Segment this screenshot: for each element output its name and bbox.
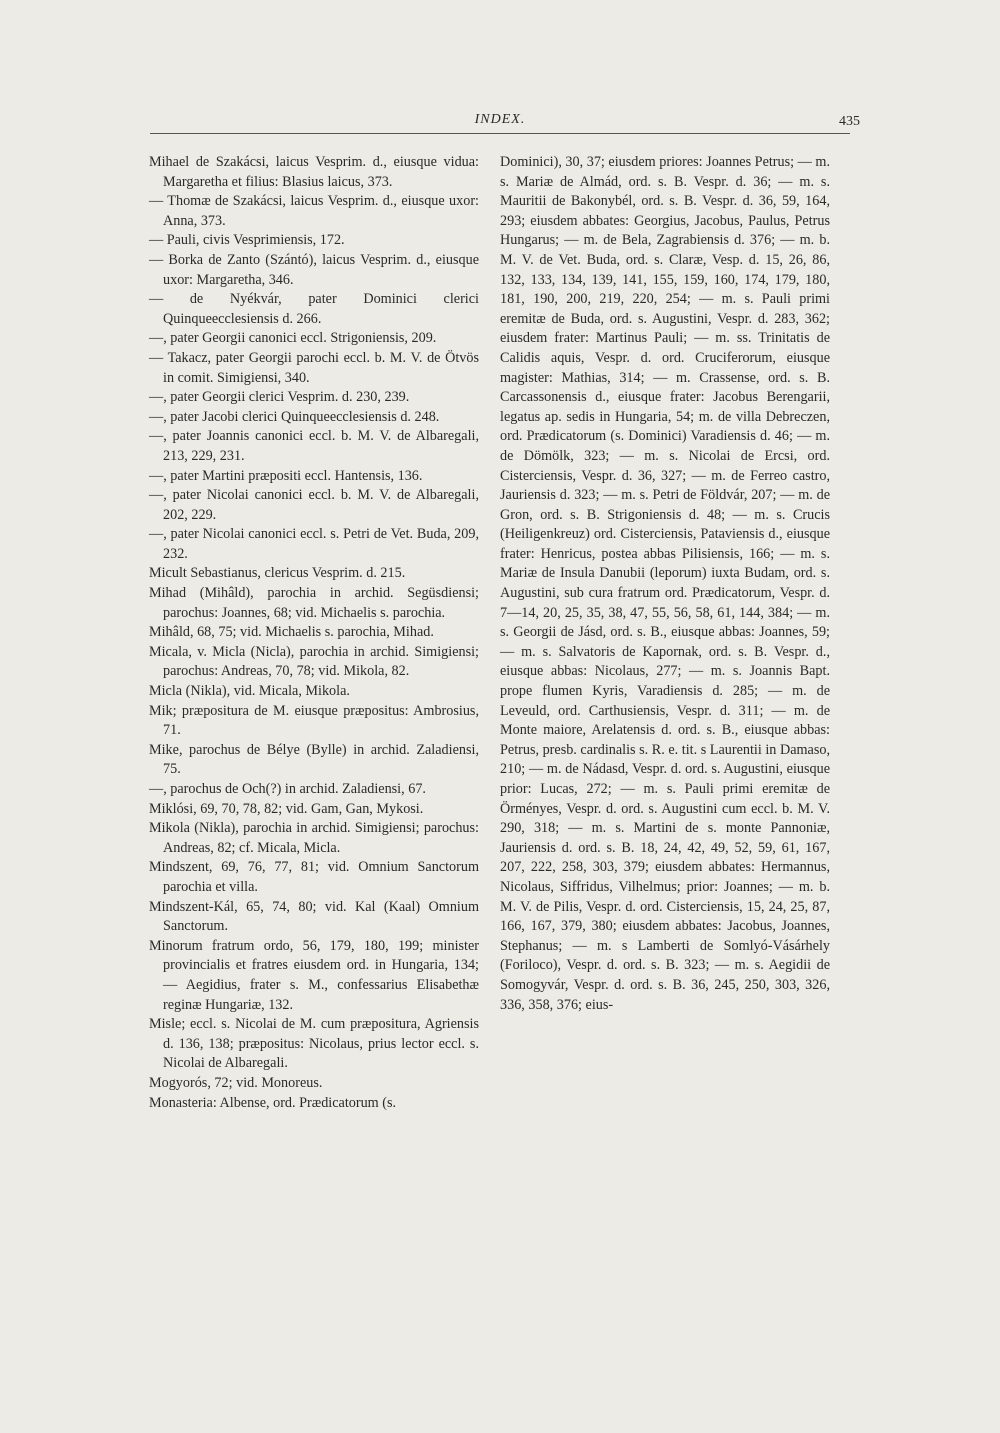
index-entry: — Pauli, civis Vesprimiensis, 172. — [149, 232, 345, 249]
index-entry: —, pater Nicolai canonici eccl. s. Petri de Vet. Buda, 209, 232. — [149, 526, 479, 562]
index-entry: — Borka de Zanto (Szántó), laicus Vesprim. d., eiusque uxor: Margaretha, 346. — [149, 251, 479, 288]
index-entry: —, pater Martini præpositi eccl. Hantensis, 136. — [149, 467, 423, 484]
index-entry: —, pater Joannis canonici eccl. b. M. V. de Albaregali, 213, 229, 231. — [149, 428, 479, 464]
index-entry: Mikola (Nikla), parochia in archid. Simigiensi; parochus: Andreas, 82; cf. Micala, Micla. — [149, 820, 479, 856]
index-entry: Mihael de Szakácsi, laicus Vesprim. d., eiusque vidua: Margaretha et filius: Blasius laicus, 373. — [149, 154, 479, 190]
index-entry: Misle; eccl. s. Nicolai de M. cum præpositura, Agriensis d. 136, 138; præpositus: Nicolaus, prius lector eccl. s. Nicolai de Albaregali. — [149, 1016, 479, 1072]
index-entry: — de Nyékvár, pater Dominici clerici Quinqueecclesiensis d. 266. — [149, 291, 479, 327]
left-column — [149, 153, 479, 1113]
index-entry: Mik; præpositura de M. eiusque præpositus: Ambrosius, 71. — [149, 702, 479, 739]
header-rule — [150, 133, 850, 134]
index-entry: —, pater Georgii clerici Vesprim. d. 230, 239. — [149, 389, 410, 406]
index-entry: Micult Sebastianus, clericus Vesprim. d. 215. — [149, 565, 406, 582]
index-entry: Mindszent, 69, 76, 77, 81; vid. Omnium Sanctorum parochia et villa. — [149, 859, 479, 895]
index-entry: Minorum fratrum ordo, 56, 179, 180, 199; minister provincialis et fratres eiusdem ord. in Hungaria, 134; — Aegidius, frater s. M., confessarius Elisabethæ reginæ Hungariæ, 132. — [149, 937, 479, 1013]
index-entry: —, pater Jacobi clerici Quinqueecclesiensis d. 248. — [149, 408, 440, 425]
running-head: INDEX. — [474, 112, 526, 127]
index-entry: Micala, v. Micla (Nicla), parochia in archid. Simigiensi; parochus: Andreas, 70, 78; vid. Mikola, 82. — [149, 643, 479, 680]
index-entry: Miklósi, 69, 70, 78, 82; vid. Gam, Gan, Mykosi. — [149, 800, 424, 817]
index-entry: — Takacz, pater Georgii parochi eccl. b. M. V. de Ötvös in comit. Simigiensi, 340. — [149, 349, 479, 386]
index-entry: Mihad (Mihâld), parochia in archid. Següsdiensi; parochus: Joannes, 68; vid. Michaelis s. parochia. — [149, 585, 479, 621]
index-entry: —, pater Nicolai canonici eccl. b. M. V. de Albaregali, 202, 229. — [149, 487, 479, 523]
page-number: 435 — [839, 114, 860, 129]
index-entry: Monasteria: Albense, ord. Prædicatorum (s. — [149, 1094, 397, 1111]
index-entry: Mike, parochus de Bélye (Bylle) in archid. Zaladiensi, 75. — [149, 741, 479, 778]
index-entry: Mindszent-Kál, 65, 74, 80; vid. Kal (Kaal) Omnium Sanctorum. — [149, 898, 479, 935]
index-entry: Mogyorós, 72; vid. Monoreus. — [149, 1074, 323, 1091]
index-entry-continuation: Dominici), 30, 37; eiusdem priores: Joannes Petrus; — m. s. Mariæ de Almád, ord. s. B. Vespr. d. 36; — m. s. Mauritii de Bakonybél, ord. s. B. Vespr. d. 36, 59, 164, 293; eiusdem abbates: Georgius, Jacobus, Paulus, Petrus Hungarus; — m. de Bela, Zagrabiensis d. 376; — m. b. M. V. de Vet. Buda, ord. s. Claræ, Vesp. d. 15, 26, 86, 132, 133, 134, 139, 141, 155, 159, 160, 174, 179, 180, 181, 190, 200, 219, 220, 254; — m. s. Pauli primi eremitæ de Buda, ord. s. Augustini, Vespr. d. 283, 362; eiusdem frater: Martinus Pauli; — m. ss. Trinitatis de Calidis aquis, Vespr. d. ord. Cruciferorum, eiusque magister: Mathias, 314; — m. Crassense, ord. s. B. Carcassonensis d., eiusque frater: Jacobus Berengarii, legatus ap. sedis in Hungaria, 54; m. de villa Debreczen, ord. Prædicatorum (s. Dominici) Varadiensis d. 46; — m. de Dömölk, 323; — m. s. Nicolai de Ercsi, ord. Cisterciensis, Vespr. d. 36, 327; — m. de Ferreo castro, Jauriensis d. 323; — m. s. Petri de Földvár, 207; — m. de Gron, ord. s. B. Strigoniensis d. 48; — m. s. Crucis (Heiligenkreuz) ord. Cisterciensis, Pataviensis d., eiusque frater: Henricus, postea abbas Pilisiensis, 166; — m. s. Mariæ de Insula Danubii (leporum) iuxta Budam, ord. s. Augustini, sub cura fratrum ord. Prædicatorum, Vespr. d. 7—14, 20, 25, 35, 38, 47, 55, 56, 58, 61, 144, 384; — m. s. Georgii de Jásd, ord. s. B., eiusque abbas: Joannes, 59; — m. s. Salvatoris de Kapornak, ord. s. B. Vespr. d., eiusque abbas: Nicolaus, 277; — m. s. Joannis Bapt. prope flumen Kyris, Varadiensis d. 285; — m. de Leveuld, ord. Carthusiensis, Vespr. d. 311; — m. de Monte maiore, Arelatensis d. ord. s. B., eiusque abbas: Petrus, presb. cardinalis s. R. e. tit. s Laurentii in Damaso, 210; — m. de Nádasd, Vespr. d. ord. s. Augustini, eiusque prior: Lucas, 272; — m. s. Pauli primi eremitæ de Örményes, Vespr. d. ord. s. Augustini cum eccl. b. M. V. 290, 318; — m. s. Martini de s. monte Pannoniæ, Jauriensis d. ord. s. B. 18, 24, 42, 49, 52, 59, 61, 167, 207, 222, 258, 303, 379; eiusdem abbates: Hermannus, Nicolaus, Siffridus, Vilhelmus; prior: Joannes; — m. b. M. V. de Pilis, Vespr. d. ord. Cisterciensis, 15, 24, 25, 87, 166, 167, 379, 380; eiusdem abbates: Jacobus, Joannes, Stephanus; — m. s Lamberti de Somlyó-Vásárhely (Foriloco), Vespr. d. ord. s. B. 323; — m. s. Aegidii de Somogyvár, Vespr. d. ord. s. B. 36, 245, 250, 303, 326, 336, 358, 376; eius- — [500, 154, 830, 1013]
right-column — [500, 153, 830, 1015]
index-entry: —, parochus de Och(?) in archid. Zaladiensi, 67. — [149, 781, 426, 797]
page-header — [150, 112, 860, 138]
index-entry: Micla (Nikla), vid. Micala, Mikola. — [149, 683, 350, 700]
index-entry: — Thomæ de Szakácsi, laicus Vesprim. d., eiusque uxor: Anna, 373. — [149, 193, 479, 229]
index-entry: —, pater Georgii canonici eccl. Strigoniensis, 209. — [149, 330, 437, 347]
index-entry: Mihâld, 68, 75; vid. Michaelis s. parochia, Mihad. — [149, 624, 434, 641]
